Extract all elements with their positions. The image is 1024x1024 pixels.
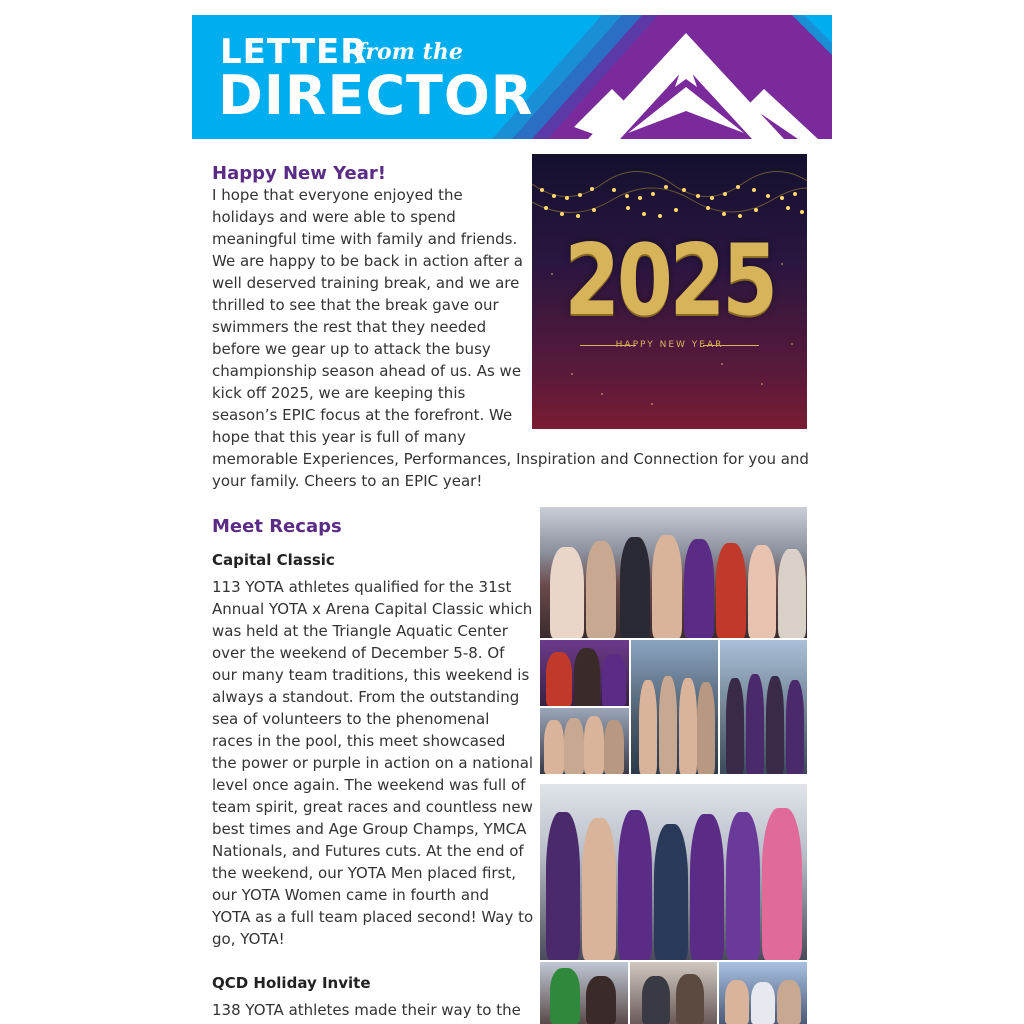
team-photo-women [540, 784, 807, 960]
text-line: thrilled to see that the break gave our [212, 296, 499, 314]
text-line: was held at the Triangle Aquatic Center [212, 622, 508, 640]
text-line: I hope that everyone enjoyed the [212, 186, 463, 204]
text-line: sea of volunteers to the phenomenal [212, 710, 490, 728]
text-line: 138 YOTA athletes made their way to the [212, 1001, 521, 1019]
text-line: level once again. The weekend was full of [212, 776, 526, 794]
team-photo-bottom-2 [630, 962, 717, 1024]
text-line: your family. Cheers to an EPIC year! [212, 472, 483, 490]
text-line: over the weekend of December 5-8. Of [212, 644, 505, 662]
qcd-paragraph [212, 999, 521, 1021]
team-photo-small-1 [540, 640, 629, 706]
qcd-holiday-invite-title: QCD Holiday Invite [212, 974, 371, 992]
text-line: championship season ahead of us. As we [212, 362, 522, 380]
text-line: season’s EPIC focus at the forefront. We [212, 406, 513, 424]
team-photo-small-2 [540, 708, 629, 774]
banner-title-letter: LETTER [220, 32, 368, 72]
team-photo-bottom-1 [540, 962, 628, 1024]
new-year-paragraph [212, 184, 809, 492]
new-year-2025-text: 2025 [564, 224, 775, 338]
text-line: swimmers the rest that they needed [212, 318, 487, 336]
text-line: kick off 2025, we are keeping this [212, 384, 466, 402]
team-photo-bottom-3 [719, 962, 807, 1024]
text-line: Annual YOTA x Arena Capital Classic which [212, 600, 533, 618]
text-line: best times and Age Group Champs, YMCA [212, 820, 527, 838]
text-line: memorable Experiences, Performances, Inspiration and Connection for you and [212, 450, 809, 468]
text-line: We are happy to be back in action after a [212, 252, 523, 270]
letter-banner [192, 15, 832, 139]
text-line: YOTA as a full team placed second! Way to [212, 908, 534, 926]
banner-title-from-the: from the [356, 39, 463, 65]
text-line: well deserved training break, and we are [212, 274, 520, 292]
text-line: 113 YOTA athletes qualified for the 31st [212, 578, 512, 596]
capital-classic-paragraph [212, 576, 533, 950]
text-line: the weekend, our YOTA Men placed first, [212, 864, 517, 882]
happy-new-year-heading: Happy New Year! [212, 163, 386, 184]
team-photo-medium-2 [720, 640, 807, 774]
text-line: always a standout. From the outstanding [212, 688, 520, 706]
capital-classic-title: Capital Classic [212, 551, 335, 569]
text-line: go, YOTA! [212, 930, 285, 948]
new-year-caption: HAPPY NEW YEAR [615, 340, 724, 350]
text-line: before we gear up to attack the busy [212, 340, 491, 358]
text-line: holidays and were able to spend [212, 208, 456, 226]
text-line: our many team traditions, this weekend is [212, 666, 530, 684]
text-line: races in the pool, this meet showcased [212, 732, 506, 750]
team-photo-group-large [540, 507, 807, 638]
banner-title-director: DIRECTOR [218, 64, 534, 127]
team-photo-medium-1 [631, 640, 718, 774]
text-line: the power or purple in action on a national [212, 754, 534, 772]
text-line: hope that this year is full of many [212, 428, 466, 446]
text-line: team spirit, great races and countless new [212, 798, 533, 816]
meet-recaps-heading: Meet Recaps [212, 516, 342, 537]
text-line: Nationals, and Futures cuts. At the end of [212, 842, 524, 860]
text-line: our YOTA Women came in fourth and [212, 886, 490, 904]
text-line: meaningful time with family and friends. [212, 230, 518, 248]
